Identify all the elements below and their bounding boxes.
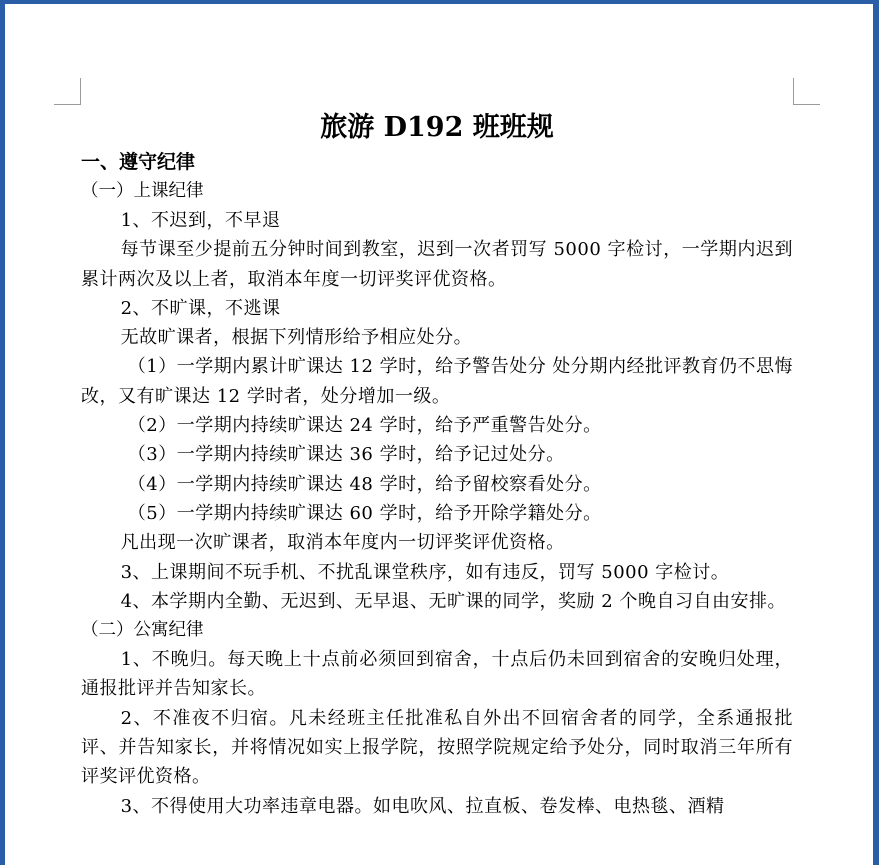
document-title: 旅游 D192 班班规: [320, 112, 554, 143]
list-item: （3）一学期内持续旷课达 36 学时，给予记过处分。: [127, 444, 565, 466]
list-item: （4）一学期内持续旷课达 48 学时，给予留校察看处分。: [127, 473, 602, 495]
paragraph: 2、不准夜不归宿。凡未经班主任批准私自外出不回宿舍者的同学，全系通报批评、并告知家长，并将情况如实上报学院，按照学院规定给予处分，同时取消三年所有评奖评优资格。: [81, 707, 793, 788]
paragraph: 每节课至少提前五分钟时间到教室，迟到一次者罚写 5000 字检讨，一学期内迟到累计两次及以上者，取消本年度一切评奖评优资格。: [81, 239, 793, 290]
margin-corner-mark-left: [54, 78, 81, 105]
list-item: （5）一学期内持续旷课达 60 学时，给予开除学籍处分。: [127, 502, 602, 524]
document-page: [81, 108, 793, 821]
paragraph: 4、本学期内全勤、无迟到、无早退、无旷课的同学，奖励 2 个晚自习自由安排。: [120, 590, 786, 612]
margin-corner-mark-right: [793, 78, 820, 105]
subsection-heading-dorm-discipline: （二）公寓纪律: [81, 620, 204, 641]
paragraph: 凡出现一次旷课者，取消本年度内一切评奖评优资格。: [120, 532, 565, 554]
paragraph: 3、不得使用大功率违章电器。如电吹风、拉直板、卷发棒、电热毯、酒精: [120, 795, 725, 817]
list-item: （1）一学期内累计旷课达 12 学时，给予警告处分 处分期内经批评教育仍不思悔改，又有旷课达 12 学时者，处分增加一级。: [81, 356, 793, 407]
section-heading-discipline: 一、遵守纪律: [81, 151, 196, 173]
paragraph: 1、不晚归。每天晚上十点前必须回到宿舍，十点后仍未回到宿舍的安晚归处理，通报批评并告知家长。: [81, 649, 793, 700]
paragraph: 1、不迟到，不早退: [120, 210, 281, 231]
paragraph: 3、上课期间不玩手机、不扰乱课堂秩序，如有违反，罚写 5000 字检讨。: [120, 561, 730, 583]
list-item: （2）一学期内持续旷课达 24 学时，给予严重警告处分。: [127, 415, 602, 437]
paragraph: 无故旷课者，根据下列情形给予相应处分。: [120, 327, 473, 349]
subsection-heading-class-discipline: （一）上课纪律: [81, 181, 204, 201]
paragraph: 2、不旷课，不逃课: [120, 297, 281, 319]
